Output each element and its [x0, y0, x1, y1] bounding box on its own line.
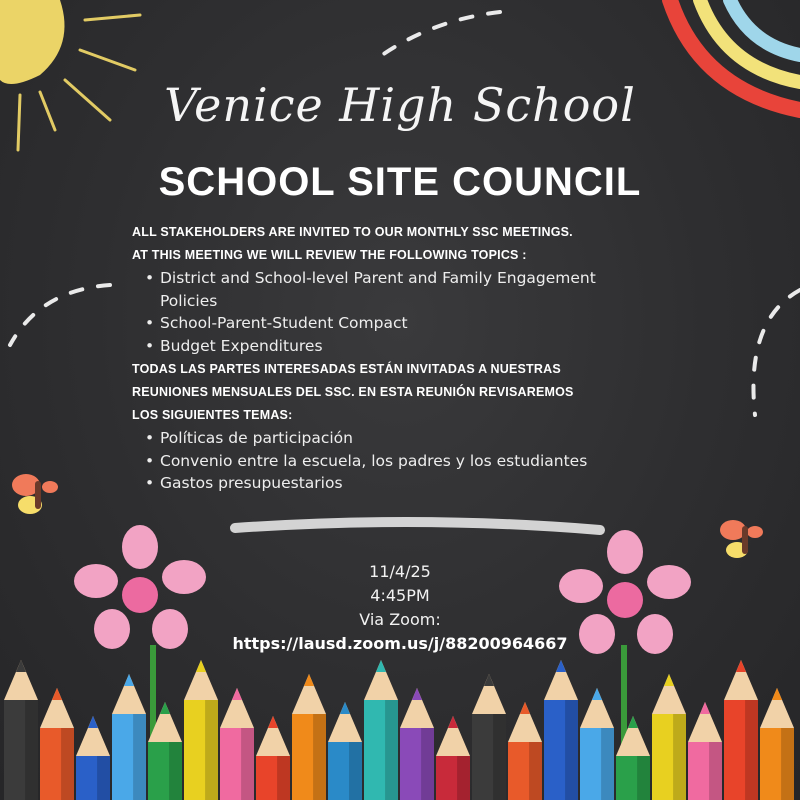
spanish-intro-line-3: LOS SIGUIENTES TEMAS: — [132, 408, 293, 422]
list-item: • Políticas de participación — [160, 427, 602, 450]
spanish-topics-list — [132, 427, 602, 495]
pencil-icon — [436, 716, 470, 800]
list-item: • District and School-level Parent and Family Engagement Policies — [160, 267, 602, 312]
spanish-intro-line-1: TODAS LAS PARTES INTERESADAS ESTÁN INVITADAS A NUESTRAS — [132, 362, 561, 376]
pencil-icon — [112, 674, 146, 800]
school-name: Venice High School — [164, 78, 636, 132]
pencil-icon — [328, 702, 362, 800]
pencil-icon — [688, 702, 722, 800]
pencil-icon — [544, 660, 578, 800]
pencil-icon — [40, 688, 74, 800]
pencil-icon — [400, 688, 434, 800]
butterfly-icon-left — [12, 474, 58, 514]
chalk-divider — [235, 522, 600, 530]
page-title: SCHOOL SITE COUNCIL — [158, 160, 642, 204]
spanish-section — [132, 358, 602, 495]
pencil-icon — [472, 674, 506, 800]
pencil-icon — [4, 660, 38, 800]
pencil-icon — [580, 688, 614, 800]
pencil-icon — [256, 716, 290, 800]
butterfly-icon-right — [720, 520, 763, 558]
list-item: • Gastos presupuestarios — [160, 472, 602, 495]
event-time: 4:45PM — [370, 586, 430, 605]
pencil-icon — [184, 660, 218, 800]
event-via: Via Zoom: — [359, 610, 441, 629]
english-intro-line-2: AT THIS MEETING WE WILL REVIEW THE FOLLOWING TOPICS : — [132, 248, 527, 262]
pencil-icon — [292, 674, 326, 800]
english-intro-line-1: ALL STAKEHOLDERS ARE INVITED TO OUR MONTHLY SSC MEETINGS. — [132, 225, 573, 239]
english-section — [132, 221, 602, 357]
event-date: 11/4/25 — [369, 562, 431, 581]
event-details — [0, 560, 800, 656]
pencil-icon — [364, 660, 398, 800]
list-item: • Budget Expenditures — [160, 335, 602, 358]
zoom-link[interactable]: https://lausd.zoom.us/j/88200964667 — [232, 634, 568, 653]
pencil-icon — [220, 688, 254, 800]
pencil-icon — [508, 702, 542, 800]
pencil-icon — [724, 660, 758, 800]
dashed-line-right — [753, 290, 800, 415]
pencil-icon — [76, 716, 110, 800]
english-topics-list — [132, 267, 602, 357]
dashed-line-left — [10, 285, 110, 345]
spanish-intro-line-2: REUNIONES MENSUALES DEL SSC. EN ESTA REUNIÓN REVISAREMOS — [132, 385, 574, 399]
list-item: • School-Parent-Student Compact — [160, 312, 602, 335]
pencil-icon — [652, 674, 686, 800]
pencil-icon — [760, 688, 794, 800]
dashed-line-top — [375, 12, 500, 60]
list-item: • Convenio entre la escuela, los padres y los estudiantes — [160, 450, 602, 473]
colored-pencils — [4, 660, 794, 800]
